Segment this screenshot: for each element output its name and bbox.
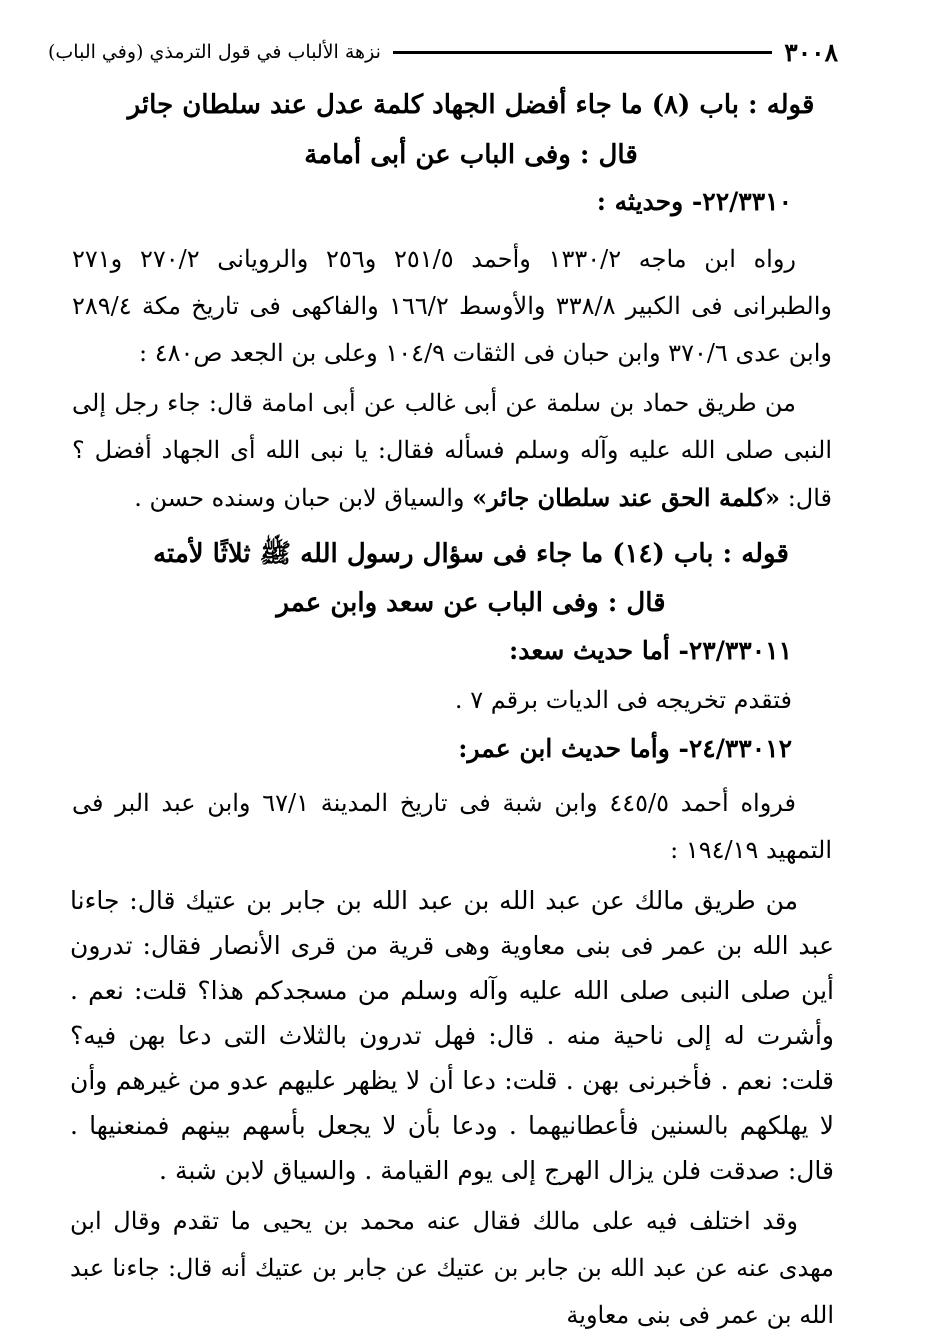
entry-33011-heading: ٢٣/٣٣٠١١- أما حديث سعد:: [508, 636, 792, 665]
running-title: نزهة الألباب في قول الترمذي (وفي الباب): [48, 41, 381, 63]
entry-33011-text: فتقدم تخريجه فى الديات برقم ٧ .: [454, 686, 792, 714]
section-1-title: قوله : باب (٨) ما جاء أفضل الجهاد كلمة عدل عند سلطان جائر: [127, 90, 815, 120]
entry-33012-narration: من طريق مالك عن عبد الله بن عبد الله بن جابر بن عتيك قال: جاءنا عبد الله بن عمر فى بنى معاوية وهى قرية من قرى الأنصار فقال: تدرون أين صلى النبى صلى الله عليه وآله وسلم من مسجدكم هذا؟ قلت: نعم . وأشرت له إلى ناحية منه . قال: فهل تدرون بالثلاث التى دعا بهن فيه؟ قلت: نعم . فأخبرنى بهن . قلت: دعا أن لا يظهر عليهم عدو من غيرهم وأن لا يهلكهم بالسنين فأعطانيهما . ودعا بأن لا يجعل بأسهم بينهم فمنعنيها . قال: صدقت فلن يزال الهرج إلى يوم القيامة . والسياق لابن شبة .: [70, 886, 834, 1185]
entry-3310-narration: [72, 380, 832, 522]
header-rule: [393, 51, 772, 54]
section-2-title: قوله : باب (١٤) ما جاء فى سؤال رسول الله ﷺ ثلاثًا لأمته: [153, 539, 789, 569]
section-2-subtitle: قال : وفى الباب عن سعد وابن عمر: [276, 588, 666, 618]
entry-33012-sources: فرواه أحمد ٤٤٥/٥ وابن شبة فى تاريخ المدينة ٦٧/١ وابن عبد البر فى التمهيد ١٩٤/١٩ :: [72, 789, 832, 864]
page-number: ٣٠٠٨: [784, 37, 838, 67]
page-header: [48, 32, 838, 72]
entry-33012-heading: ٢٤/٣٣٠١٢- وأما حديث ابن عمر:: [458, 734, 792, 763]
narration-start: من طريق حماد بن سلمة عن أبى غالب عن أبى امامة قال: جاء رجل إلى النبى صلى الله عليه وآله وسلم فسأله فقال: يا نبى الله أى الجهاد أفضل ؟ قال:: [72, 389, 832, 512]
closing-paragraph: وقد اختلف فيه على مالك فقال عنه محمد بن يحيى ما تقدم وقال ابن مهدى عنه عن عبد الله بن جابر بن عتيك عن جابر بن عتيك أنه قال: جاءنا عبد الله بن عمر فى بنى معاوية: [70, 1207, 834, 1329]
narration-quote: «كلمة الحق عند سلطان جائر»: [472, 483, 781, 512]
section-1-subtitle: قال : وفى الباب عن أبى أمامة: [304, 140, 638, 170]
entry-3310-sources: رواه ابن ماجه ١٣٣٠/٢ وأحمد ٢٥١/٥ و٢٥٦ والرويانى ٢٧٠/٢ و٢٧١ والطبرانى فى الكبير ٣٣٨/٨ والأوسط ١٦٦/٢ والفاكهى فى تاريخ مكة ٢٨٩/٤ وابن عدى ٣٧٠/٦ وابن حبان فى الثقات ١٠٤/٩ وعلى بن الجعد ص٤٨٠ :: [72, 245, 833, 367]
entry-3310-heading: ٢٢/٣٣١٠- وحديثه :: [596, 187, 792, 216]
narration-end: والسياق لابن حبان وسنده حسن .: [134, 484, 473, 512]
